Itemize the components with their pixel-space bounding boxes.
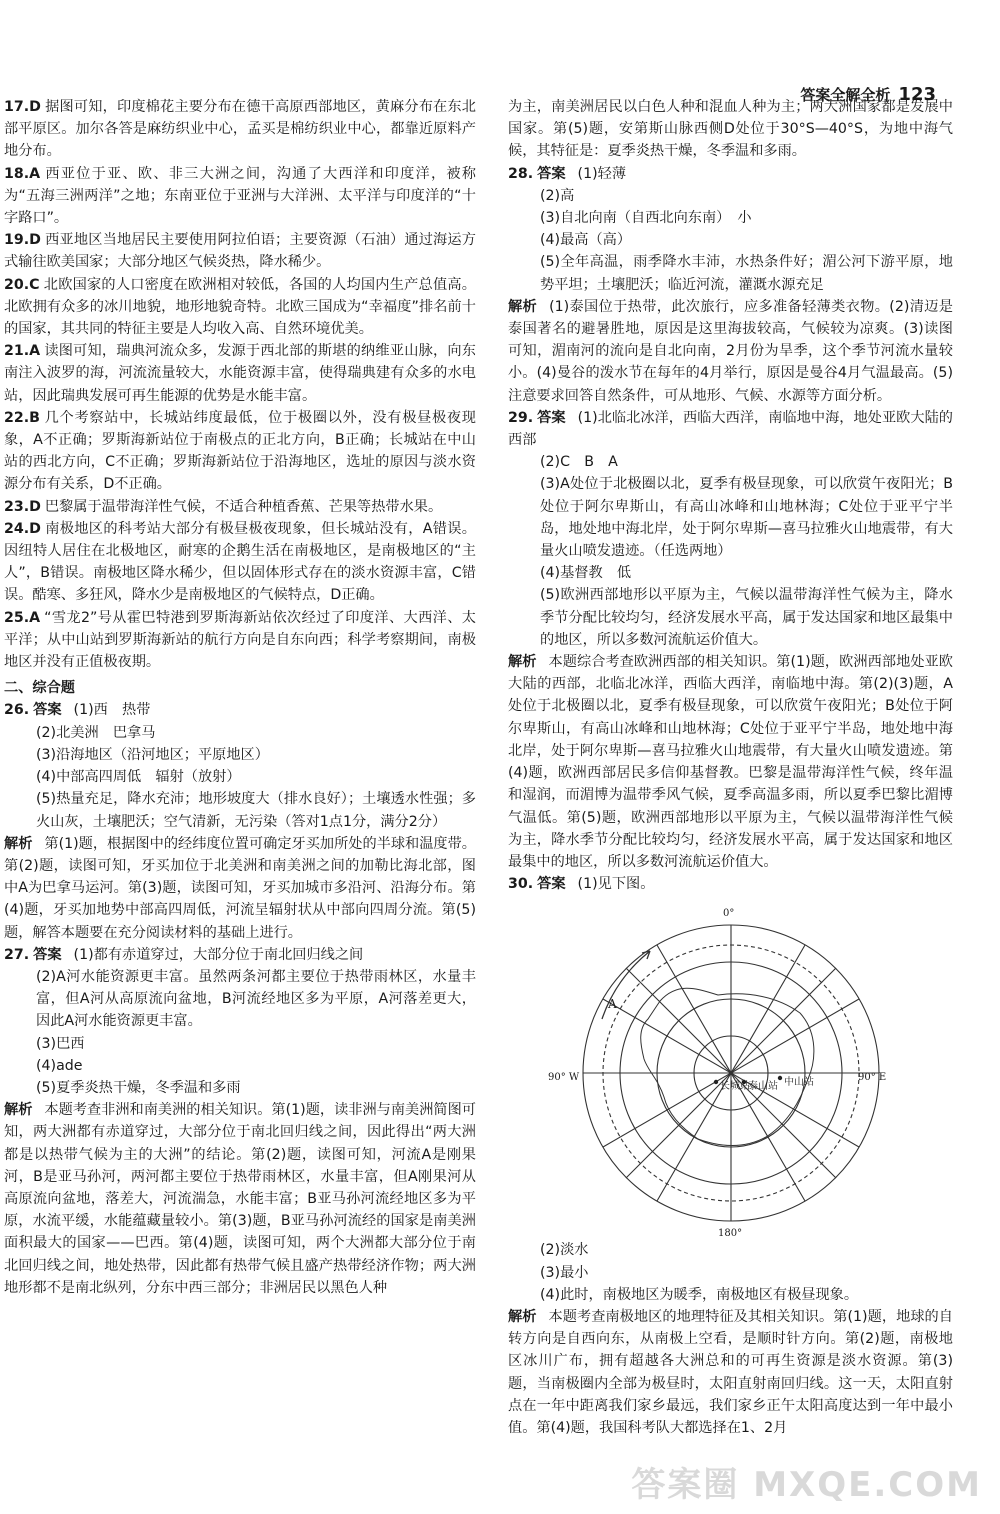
label-zhongshan-station: 中山站	[784, 1077, 814, 1089]
q30-answer-line: 30. 答案 (1)见下图。	[508, 876, 655, 893]
q28-line: (5)全年高温，雨季降水丰沛，水热条件好；湄公河下游平原，地势平坦；土壤肥沃；临近河流，灌溉水源充足	[540, 254, 953, 293]
label-90e: 90° E	[858, 1072, 887, 1084]
q28-line: (2)高	[540, 187, 575, 204]
q28-line: (3)自北向南（自西北向东南） 小	[540, 210, 752, 227]
q27-line: (4)ade	[36, 1057, 83, 1074]
q29-answer-line: 29. 答案 (1)北临北冰洋，西临大西洋，南临地中海，地处亚欧大陆的西部	[508, 409, 953, 449]
q26-line: (3)沿海地区（沿河地区；平原地区）	[36, 746, 269, 763]
label-taishan-station: 泰山站	[748, 1081, 778, 1093]
answer-item: 18.A 西亚位于亚、欧、非三大洲之间，沟通了大西洋和印度洋，被称为“五海三洲两洋”之地；东南亚位于亚洲与大洋洲、太平洋与印度洋的“十字路口”。	[4, 165, 476, 227]
left-column	[4, 96, 476, 1299]
label-changcheng-station: 长城站	[720, 1081, 750, 1093]
q30-line: (3)最小	[540, 1264, 589, 1281]
watermark-logo: 答案圈 MXQE.COM	[631, 1465, 982, 1505]
station-dot	[778, 1076, 782, 1080]
q29-line: (3)A处位于北极圈以北，夏季有极昼现象，可以欣赏午夜阳光；B处位于阿尔卑斯山，有高山冰峰和山地林海；C处位于亚平宁半岛，地处地中海北岸，处于阿尔卑斯—喜马拉雅火山地震带，有大量火山喷发遗迹。（任选两地）	[540, 476, 953, 560]
q26-line: (5)热量充足，降水充沛；地形坡度大（排水良好）；土壤透水性强；多火山灰，土壤肥沃；空气清新，无污染（答对1点1分，满分2分）	[36, 791, 476, 830]
right-column	[508, 96, 953, 1439]
q29-line: (4)基督教 低	[540, 565, 632, 582]
answer-item: 20.C 北欧国家的人口密度在欧洲相对较低，各国的人均国内生产总值高。北欧拥有众多的冰川地貌，地形地貌奇特。北欧三国成为“幸福度”排名前十的国家，其共同的特征主要是人均收入高、自然环境优美。	[4, 276, 476, 338]
answer-item: 25.A “雪龙2”号从霍巴特港到罗斯海新站依次经过了印度洋、大西洋、太平洋；从中山站到罗斯海新站的航行方向是自东向西；科学考察期间，南极地区并没有正值极夜期。	[4, 609, 476, 671]
q27-line: (3)巴西	[36, 1035, 85, 1052]
q26-line: (2)北美洲 巴拿马	[36, 724, 156, 741]
q27-analysis: 解析 本题考查非洲和南美洲的相关知识。第(1)题，读非洲与南美洲简图可知，两大洲都有赤道穿过，大部分位于南北回归线之间，因此得出“两大洲都是以热带气候为主的大洲”的结论。第(2)题，读图可知，河流A是刚果河，B是亚马孙河，两河都主要位于热带雨林区，水量丰富，但A刚果河从高原流向盆地，落差大，河流湍急，水能丰富；B亚马孙河流经地区多为平原，水流平缓，水能蕴藏量较小。第(3)题，B亚马孙河流经的国家是南美洲面积最大的国家——巴西。第(4)题，读图可知，两个大洲都大部分位于南北回归线之间，地处热带，因此都有热带气候且盛产热带经济作物；两大洲地形都不是南北纵列，分东中西三部分；非洲居民以黑色人种	[4, 1102, 476, 1296]
section-title: 二、综合题	[4, 680, 75, 697]
label-180deg: 180°	[718, 1228, 743, 1240]
polar-map-svg	[568, 901, 898, 1235]
answer-item: 24.D 南极地区的科考站大部分有极昼极夜现象，但长城站没有，A错误。因纽特人居住在北极地区，耐寒的企鹅生活在南极地区，是南极地区的“主人”，B错误。南极地区降水稀少，但以固体形式存在的淡水资源丰富，C错误。酷寒、多狂风，降水少是南极地区的气候特点，D正确。	[4, 520, 476, 604]
q27-line: (2)A河水能资源更丰富。虽然两条河都主要位于热带雨林区，水量丰富，但A河从高原流向盆地，B河流经地区多为平原，A河落差更大，因此A河水能资源更丰富。	[36, 968, 476, 1030]
q26-answer-line: 26. 答案 (1)西 热带	[4, 702, 151, 719]
q28-analysis: 解析 (1)泰国位于热带，此次旅行，应多准备轻薄类衣物。(2)清迈是泰国著名的避暑胜地，原因是这里海拔较高，气候较为凉爽。(3)读图可知，湄南河的流向是自北向南，2月份为旱季，这个季节河流水量较小。(4)曼谷的泼水节在每年的4月举行，原因是曼谷4月气温最高。(5)注意要求回答自然条件，可从地形、气候、水源等方面分析。	[508, 298, 953, 404]
q26-analysis: 解析 第(1)题，根据图中的经纬度位置可确定牙买加所处的半球和温度带。第(2)题，读图可知，牙买加位于北美洲和南美洲之间的加勒比海北部，图中A为巴拿马运河。第(3)题，读图可知，牙买加城市多沿河、沿海分布。第(4)题，牙买加地势中部高四周低，河流呈辐射状从中部向四周分流。第(5)题，解答本题要在充分阅读材料的基础上进行。	[4, 835, 476, 941]
label-90w: 90° W	[548, 1072, 580, 1084]
answer-item: 19.D 西亚地区当地居民主要使用阿拉伯语；主要资源（石油）通过海运方式输往欧美国家；大部分地区气候炎热，降水稀少。	[4, 232, 476, 271]
q29-line: (2)C B A	[540, 454, 618, 471]
station-dot	[714, 1080, 718, 1084]
q28-answer-line: 28. 答案 (1)轻薄	[508, 165, 627, 182]
q27-line: (5)夏季炎热干燥，冬季温和多雨	[36, 1079, 241, 1096]
label-0deg: 0°	[723, 908, 735, 920]
q28-line: (4)最高（高）	[540, 232, 632, 249]
page-number: 123	[898, 84, 936, 105]
header-title: 答案全解全析	[800, 86, 891, 104]
q26-line: (4)中部高四周低 辐射（放射）	[36, 769, 241, 786]
label-a: A	[608, 997, 617, 1012]
q29-analysis: 解析 本题综合考查欧洲西部的相关知识。第(1)题，欧洲西部地处亚欧大陆的西部，北临北冰洋，西临大西洋，南临地中海。第(2)(3)题，A处位于北极圈以北，夏季有极昼现象，可以欣赏午夜阳光；B处位于阿尔卑斯山，有高山冰峰和山地林海；C处位于亚平宁半岛，地处地中海北岸，处于阿尔卑斯—喜马拉雅火山地震带，有大量火山喷发遗迹。第(4)题，欧洲西部居民多信仰基督教。巴黎是温带海洋性气候，终年温和湿润，而湄博为温带季风气候，夏季高温多雨，所以夏季巴黎比湄博气温低。第(5)题，欧洲西部地形以平原为主，气候以温带海洋性气候为主，降水季节分配比较均匀，经济发展水平高，属于发达国家和地区最集中的地区，所以多数河流航运价值大。	[508, 654, 953, 870]
answer-item: 17.D 据图可知，印度棉花主要分布在德干高原西部地区，黄麻分布在东北部平原区。加尔各答是麻纺织业中心，孟买是棉纺织业中心，都靠近原料产地分布。	[4, 99, 476, 160]
antarctic-polar-map	[548, 901, 898, 1240]
q27-answer-line: 27. 答案 (1)都有赤道穿过，大部分位于南北回归线之间	[4, 946, 364, 963]
answer-item: 22.B 几个考察站中，长城站纬度最低，位于极圈以外，没有极昼极夜现象，A不正确；罗斯海新站位于南极点的正北方向，B正确；长城站在中山站的西北方向，C不正确；罗斯海新站位于沿海地区，选址的原因与淡水资源分布有关系，D不正确。	[4, 409, 476, 493]
q27-analysis-continued: 为主，南美洲居民以白色人种和混血人种为主；两大洲国家都是发展中国家。第(5)题，安第斯山脉西侧D处位于30°S—40°S，为地中海气候，其特征是：夏季炎热干燥，冬季温和多雨。	[508, 99, 953, 160]
q30-analysis: 解析 本题考查南极地区的地理特征及其相关知识。第(1)题，地球的自转方向是自西向东，从南极上空看，是顺时针方向。第(2)题，南极地区冰川广布，拥有超越各大洲总和的可再生资源是淡水资源。第(3)题，当南极圈内全部为极昼时，太阳直射南回归线。这一天，太阳直射点在一年中距离我们家乡最远，我们家乡正午太阳高度达到一年中最小值。第(4)题，我国科考队大都选择在1、2月	[508, 1308, 953, 1436]
q29-line: (5)欧洲西部地形以平原为主，气候以温带海洋性气候为主，降水季节分配比较均匀，经济发展水平高，属于发达国家和地区最集中的地区，所以多数河流航运价值大。	[540, 587, 953, 648]
answer-item: 21.A 读图可知，瑞典河流众多，发源于西北部的斯堪的纳维亚山脉，向东南注入波罗的海，河流流量较大，水能资源丰富，使得瑞典建有众多的水电站，因此瑞典发展可再生能源的优势是水能丰富。	[4, 343, 476, 404]
q30-line: (2)淡水	[540, 1242, 589, 1259]
answer-item: 23.D 巴黎属于温带海洋性气候，不适合种植香蕉、芒果等热带水果。	[4, 498, 443, 515]
q30-line: (4)此时，南极地区为暖季，南极地区有极昼现象。	[540, 1286, 859, 1303]
